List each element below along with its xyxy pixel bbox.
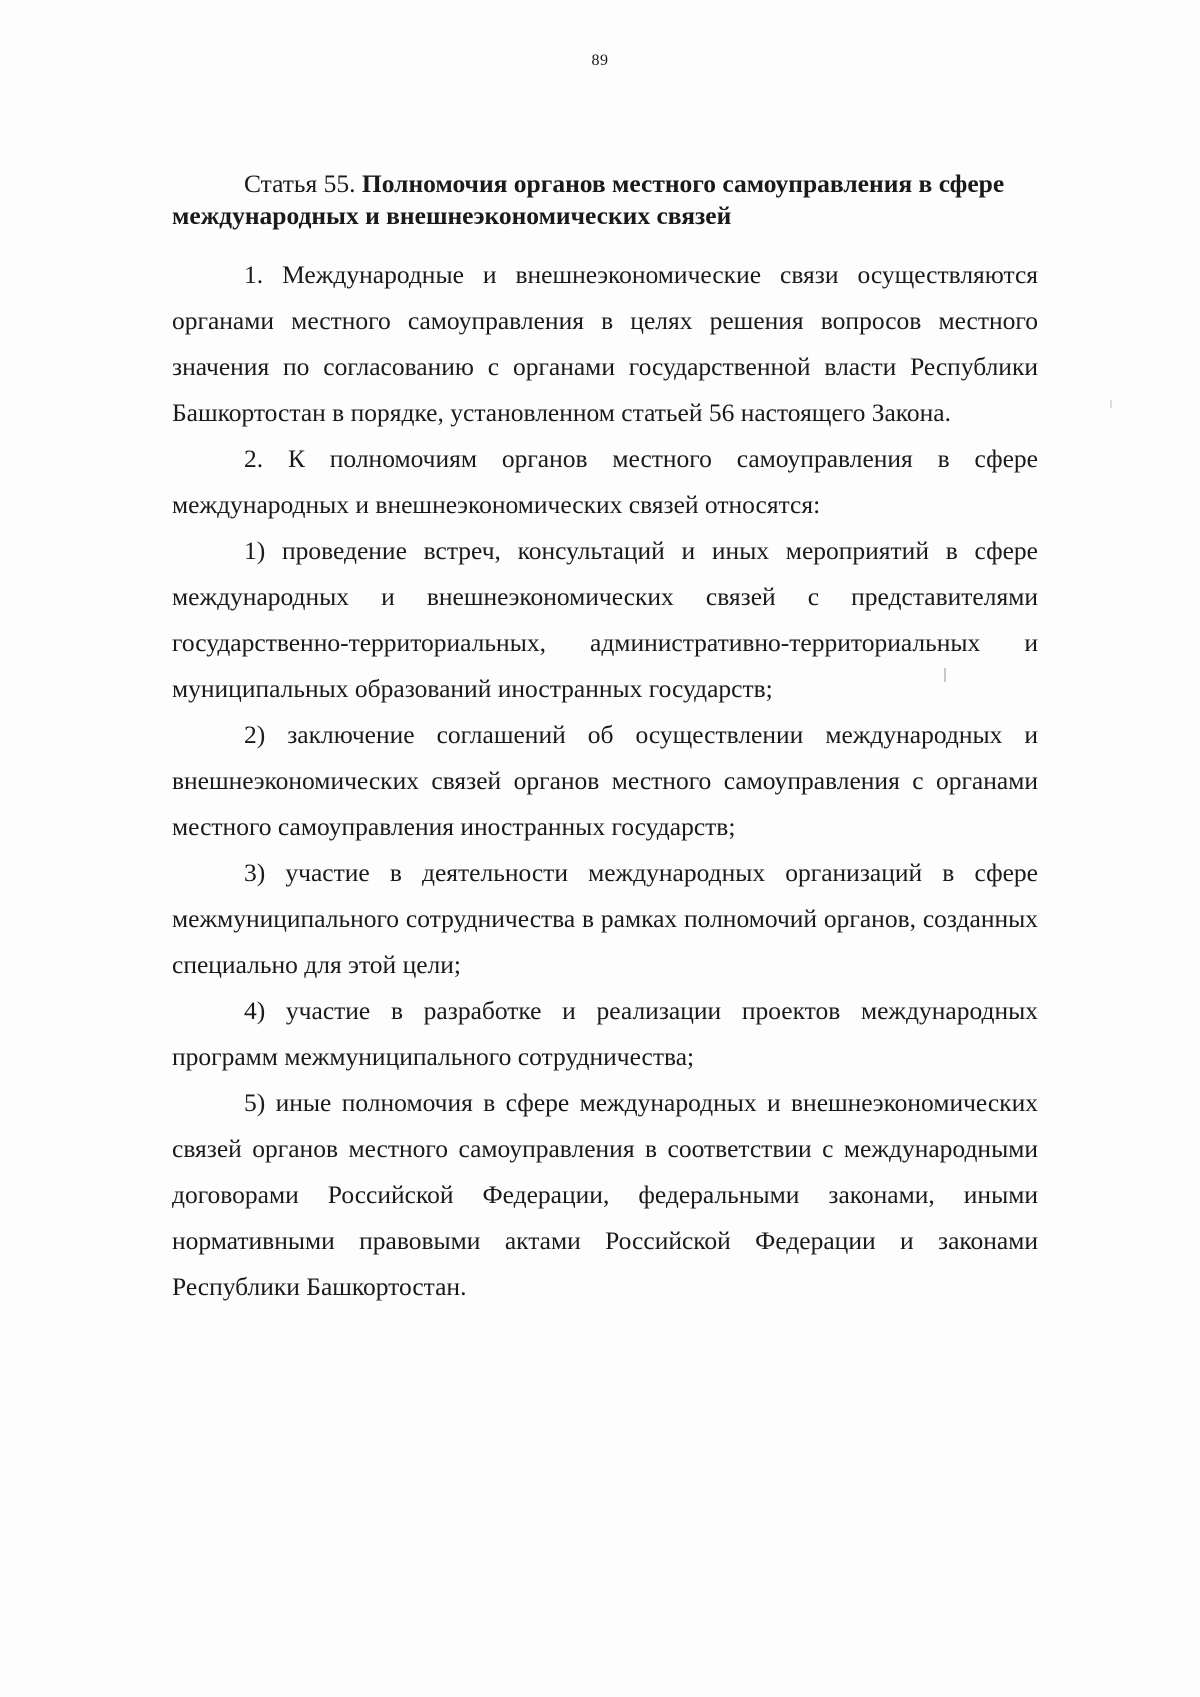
scan-speck (1110, 400, 1112, 408)
article-body (172, 168, 1038, 1310)
article-heading (172, 168, 1038, 232)
list-item-3: 3) участие в деятельности международных организаций в сфере межмуниципального сотрудничества в рамках полномочий органов, созданных специально для этой цели; (172, 858, 1038, 979)
scan-speck (944, 668, 946, 682)
article-number: Статья 55. (244, 169, 356, 198)
article-title: Полномочия органов местного самоуправления в сфере международных и внешнеэкономических связей (172, 169, 1005, 230)
list-item-5: 5) иные полномочия в сфере международных и внешнеэкономических связей органов местного самоуправления в соответствии с международными договорами Российской Федерации, федеральными законами, иными нормативными правовыми актами Российской Федерации и законами Республики Башкортостан. (172, 1088, 1038, 1301)
list-item-4: 4) участие в разработке и реализации проектов международных программ межмуниципального сотрудничества; (172, 996, 1038, 1071)
page-number: 89 (591, 52, 609, 69)
paragraph-1: 1. Международные и внешнеэкономические связи осуществляются органами местного самоуправления в целях решения вопросов местного значения по согласованию с органами государственной власти Республики Башкортостан в порядке, установленном статьей 56 настоящего Закона. (172, 260, 1038, 427)
paragraph-2: 2. К полномочиям органов местного самоуправления в сфере международных и внешнеэкономических связей относятся: (172, 444, 1038, 519)
list-item-1: 1) проведение встреч, консультаций и иных мероприятий в сфере международных и внешнеэкономических связей с представителями государственно-территориальных, административно-территориальных и муниципальных образований иностранных государств; (172, 536, 1038, 703)
list-item-2: 2) заключение соглашений об осуществлении международных и внешнеэкономических связей органов местного самоуправления с органами местного самоуправления иностранных государств; (172, 720, 1038, 841)
